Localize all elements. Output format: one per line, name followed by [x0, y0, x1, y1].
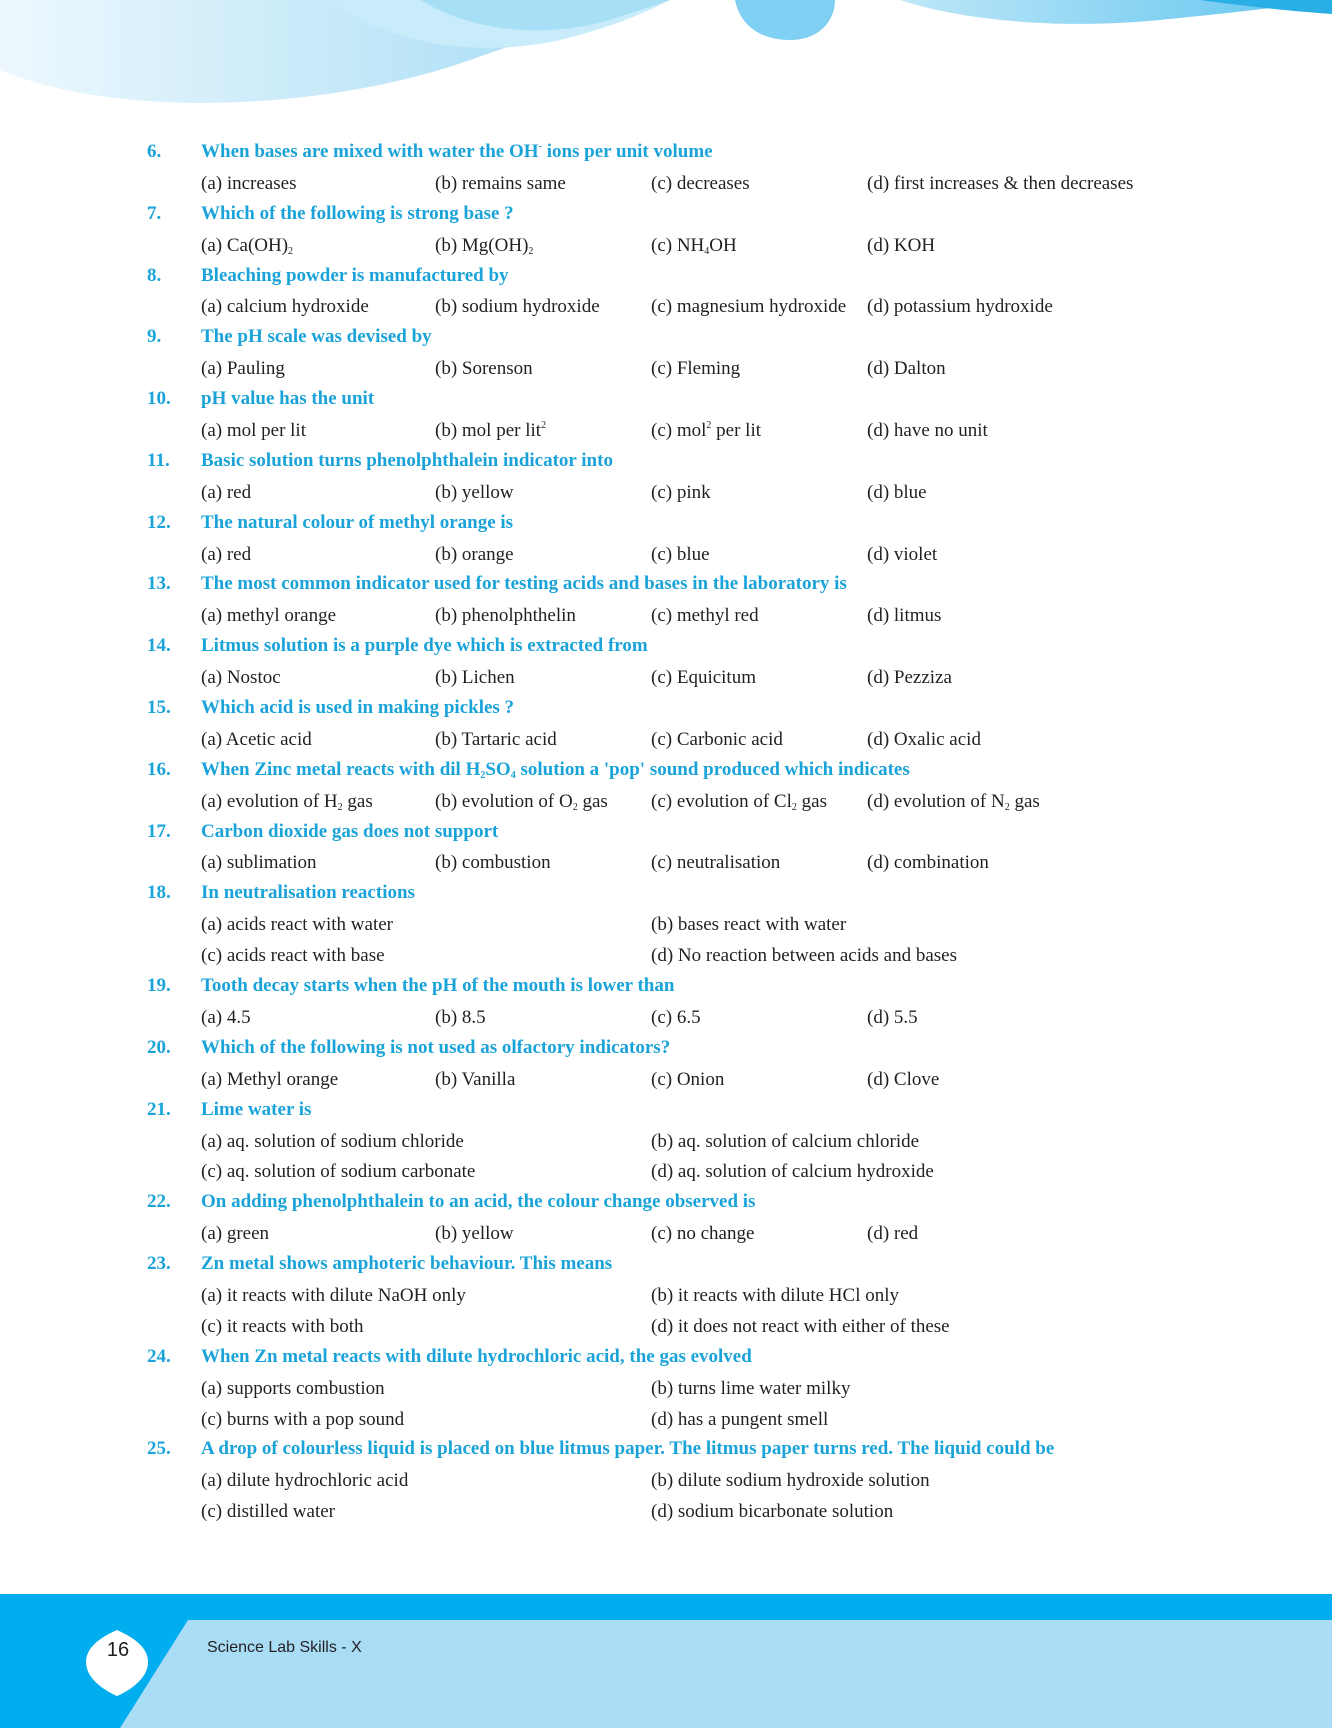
header-wave-decoration	[0, 0, 1332, 120]
page-number: 16	[106, 1639, 130, 1661]
answer-option: (d) sodium bicarbonate solution	[651, 1501, 894, 1523]
answer-option: (b) orange	[435, 543, 514, 565]
options-row	[0, 944, 1332, 975]
answer-option: (b) yellow	[435, 1223, 514, 1245]
question-text: When bases are mixed with water the OH- ions per unit volume	[201, 141, 713, 162]
answer-option: (b) remains same	[435, 172, 566, 194]
answer-option: (b) Sorenson	[435, 358, 533, 380]
answer-option: (a) Pauling	[201, 358, 285, 380]
question-number: 8.	[147, 264, 162, 286]
question-number: 22.	[147, 1191, 171, 1213]
options-row	[0, 790, 1332, 821]
options-row	[0, 1500, 1332, 1531]
options-row	[0, 1006, 1332, 1037]
answer-option: (a) evolution of $H_2$ gas	[201, 790, 373, 813]
answer-option: (c) no change	[651, 1223, 755, 1245]
options-row	[0, 172, 1332, 203]
answer-option: (a) aq. solution of sodium chloride	[201, 1130, 464, 1152]
question-19	[0, 975, 1332, 1006]
answer-option: (b) combustion	[435, 852, 551, 874]
options-row	[0, 604, 1332, 635]
answer-option: (c) aq. solution of sodium carbonate	[201, 1161, 476, 1183]
question-list	[0, 141, 1332, 1531]
options-row	[0, 1469, 1332, 1500]
answer-option: (d) KOH	[867, 234, 936, 256]
answer-option: (b) dilute sodium hydroxide solution	[651, 1470, 930, 1492]
answer-option: (b) sodium hydroxide	[435, 296, 600, 318]
answer-option: (d) first increases & then decreases	[867, 172, 1134, 194]
options-row	[0, 1068, 1332, 1099]
answer-option: (a) Acetic acid	[201, 728, 312, 750]
answer-option: (c) Onion	[651, 1068, 725, 1090]
answer-option: (d) litmus	[867, 605, 942, 627]
question-text: pH value has the unit	[201, 388, 375, 410]
answer-option: (a) supports combustion	[201, 1377, 385, 1399]
options-row	[0, 1160, 1332, 1191]
answer-option: (b) $Mg(OH)_2$	[435, 234, 534, 257]
question-9	[0, 326, 1332, 357]
question-number: 17.	[147, 820, 171, 842]
answer-option: (a) methyl orange	[201, 605, 337, 627]
answer-option: (a) it reacts with dilute NaOH only	[201, 1284, 466, 1306]
answer-option: (a) increases	[201, 172, 297, 194]
answer-option: (b) Tartaric acid	[435, 728, 557, 750]
question-text: Which of the following is strong base ?	[201, 202, 514, 224]
answer-option: (b) it reacts with dilute HCl only	[651, 1284, 900, 1306]
answer-option: (b) Lichen	[435, 667, 515, 689]
options-row	[0, 295, 1332, 326]
question-6	[0, 141, 1332, 172]
question-20	[0, 1037, 1332, 1068]
answer-option: (c) blue	[651, 543, 710, 565]
question-8	[0, 265, 1332, 296]
answer-option: (d) Oxalic acid	[867, 728, 981, 750]
answer-option: (a) red	[201, 481, 252, 503]
options-row	[0, 234, 1332, 265]
options-row	[0, 728, 1332, 759]
question-number: 18.	[147, 882, 171, 904]
options-row	[0, 913, 1332, 944]
question-text: Zn metal shows amphoteric behaviour. This means	[201, 1253, 613, 1275]
answer-option: (d) Clove	[867, 1068, 940, 1090]
question-7	[0, 203, 1332, 234]
options-row	[0, 666, 1332, 697]
answer-option: (d) it does not react with either of these	[651, 1315, 950, 1337]
question-number: 23.	[147, 1253, 171, 1275]
question-text: Tooth decay starts when the pH of the mouth is lower than	[201, 975, 675, 997]
question-17	[0, 821, 1332, 852]
answer-option: (b) mol per lit$^2$	[435, 420, 547, 442]
question-number: 20.	[147, 1036, 171, 1058]
question-text: Which acid is used in making pickles ?	[201, 697, 515, 719]
answer-option: (b) aq. solution of calcium chloride	[651, 1130, 920, 1152]
question-text: In neutralisation reactions	[201, 882, 415, 904]
question-number: 9.	[147, 326, 162, 348]
question-text: Which of the following is not used as olfactory indicators?	[201, 1036, 671, 1058]
answer-option: (c) burns with a pop sound	[201, 1408, 405, 1430]
question-number: 25.	[147, 1438, 171, 1460]
options-row	[0, 1408, 1332, 1439]
question-11	[0, 450, 1332, 481]
question-number: 10.	[147, 388, 171, 410]
question-text: A drop of colourless liquid is placed on blue litmus paper. The litmus paper turns red. The liquid could be	[201, 1438, 1055, 1460]
answer-option: (b) evolution of $O_2$ gas	[435, 790, 608, 813]
options-row	[0, 851, 1332, 882]
answer-option: (b) phenolphthelin	[435, 605, 576, 627]
question-number: 21.	[147, 1098, 171, 1120]
answer-option: (d) red	[867, 1223, 919, 1245]
answer-option: (c) 6.5	[651, 1006, 701, 1028]
question-text: Lime water is	[201, 1098, 312, 1120]
question-12	[0, 512, 1332, 543]
question-text: When Zinc metal reacts with dil $H_2SO_4$ solution a 'pop' sound produced which indicates	[201, 758, 910, 781]
question-18	[0, 882, 1332, 913]
answer-option: (a) dilute hydrochloric acid	[201, 1470, 409, 1492]
answer-option: (d) have no unit	[867, 420, 988, 442]
question-number: 14.	[147, 635, 171, 657]
footer-book-title: Science Lab Skills - X	[207, 1639, 362, 1656]
answer-option: (b) bases react with water	[651, 914, 847, 936]
answer-option: (a) red	[201, 543, 252, 565]
answer-option: (d) potassium hydroxide	[867, 296, 1053, 318]
question-10	[0, 388, 1332, 419]
options-row	[0, 1130, 1332, 1161]
footer-band	[0, 1594, 1332, 1728]
answer-option: (a) 4.5	[201, 1006, 251, 1028]
question-text: The pH scale was devised by	[201, 326, 432, 348]
question-25	[0, 1438, 1332, 1469]
question-13	[0, 573, 1332, 604]
question-text: Bleaching powder is manufactured by	[201, 264, 509, 286]
options-row	[0, 419, 1332, 450]
answer-option: (b) yellow	[435, 481, 514, 503]
question-22	[0, 1191, 1332, 1222]
answer-option: (c) $NH_4OH$	[651, 234, 737, 257]
question-23	[0, 1253, 1332, 1284]
question-16	[0, 759, 1332, 790]
answer-option: (a) Methyl orange	[201, 1068, 339, 1090]
answer-option: (c) pink	[651, 481, 711, 503]
answer-option: (a) green	[201, 1223, 270, 1245]
options-row	[0, 357, 1332, 388]
question-text: On adding phenolphthalein to an acid, the colour change observed is	[201, 1191, 756, 1213]
options-row	[0, 543, 1332, 574]
answer-option: (c) magnesium hydroxide	[651, 296, 847, 318]
answer-option: (d) has a pungent smell	[651, 1408, 829, 1430]
answer-option: (a) acids react with water	[201, 914, 394, 936]
answer-option: (d) violet	[867, 543, 938, 565]
answer-option: (c) Fleming	[651, 358, 741, 380]
answer-option: (c) acids react with base	[201, 945, 385, 967]
answer-option: (a) mol per lit	[201, 420, 306, 442]
answer-option: (d) blue	[867, 481, 927, 503]
answer-option: (d) Pezziza	[867, 667, 952, 689]
options-row	[0, 1222, 1332, 1253]
question-text: When Zn metal reacts with dilute hydrochloric acid, the gas evolved	[201, 1345, 752, 1367]
question-number: 15.	[147, 697, 171, 719]
question-text: Litmus solution is a purple dye which is extracted from	[201, 635, 648, 657]
question-24	[0, 1346, 1332, 1377]
answer-option: (c) distilled water	[201, 1501, 336, 1523]
answer-option: (a) sublimation	[201, 852, 317, 874]
question-text: Basic solution turns phenolphthalein indicator into	[201, 449, 613, 471]
answer-option: (a) calcium hydroxide	[201, 296, 369, 318]
answer-option: (c) mol$^2$ per lit	[651, 420, 762, 442]
answer-option: (b) 8.5	[435, 1006, 486, 1028]
question-number: 6.	[147, 141, 162, 162]
question-number: 19.	[147, 975, 171, 997]
answer-option: (d) evolution of $N_2$ gas	[867, 790, 1040, 813]
question-21	[0, 1099, 1332, 1130]
question-number: 16.	[147, 758, 171, 780]
answer-option: (c) decreases	[651, 172, 750, 194]
question-number: 12.	[147, 511, 171, 533]
question-text: Carbon dioxide gas does not support	[201, 820, 499, 842]
answer-option: (c) methyl red	[651, 605, 759, 627]
answer-option: (c) neutralisation	[651, 852, 781, 874]
question-number: 11.	[147, 449, 170, 471]
answer-option: (a) $Ca(OH)_2$	[201, 234, 294, 257]
options-row	[0, 1377, 1332, 1408]
options-row	[0, 481, 1332, 512]
answer-option: (d) No reaction between acids and bases	[651, 945, 957, 967]
answer-option: (d) aq. solution of calcium hydroxide	[651, 1161, 934, 1183]
question-number: 13.	[147, 573, 171, 595]
answer-option: (a) Nostoc	[201, 667, 281, 689]
answer-option: (c) Carbonic acid	[651, 728, 783, 750]
question-14	[0, 635, 1332, 666]
options-row	[0, 1315, 1332, 1346]
answer-option: (d) Dalton	[867, 358, 946, 380]
answer-option: (c) it reacts with both	[201, 1315, 364, 1337]
answer-option: (b) turns lime water milky	[651, 1377, 851, 1399]
question-text: The natural colour of methyl orange is	[201, 511, 514, 533]
answer-option: (c) Equicitum	[651, 667, 756, 689]
question-number: 24.	[147, 1345, 171, 1367]
answer-option: (d) combination	[867, 852, 989, 874]
answer-option: (d) 5.5	[867, 1006, 918, 1028]
question-15	[0, 697, 1332, 728]
options-row	[0, 1284, 1332, 1315]
question-text: The most common indicator used for testing acids and bases in the laboratory is	[201, 573, 847, 595]
answer-option: (b) Vanilla	[435, 1068, 516, 1090]
answer-option: (c) evolution of $Cl_2$ gas	[651, 790, 827, 813]
question-number: 7.	[147, 202, 162, 224]
